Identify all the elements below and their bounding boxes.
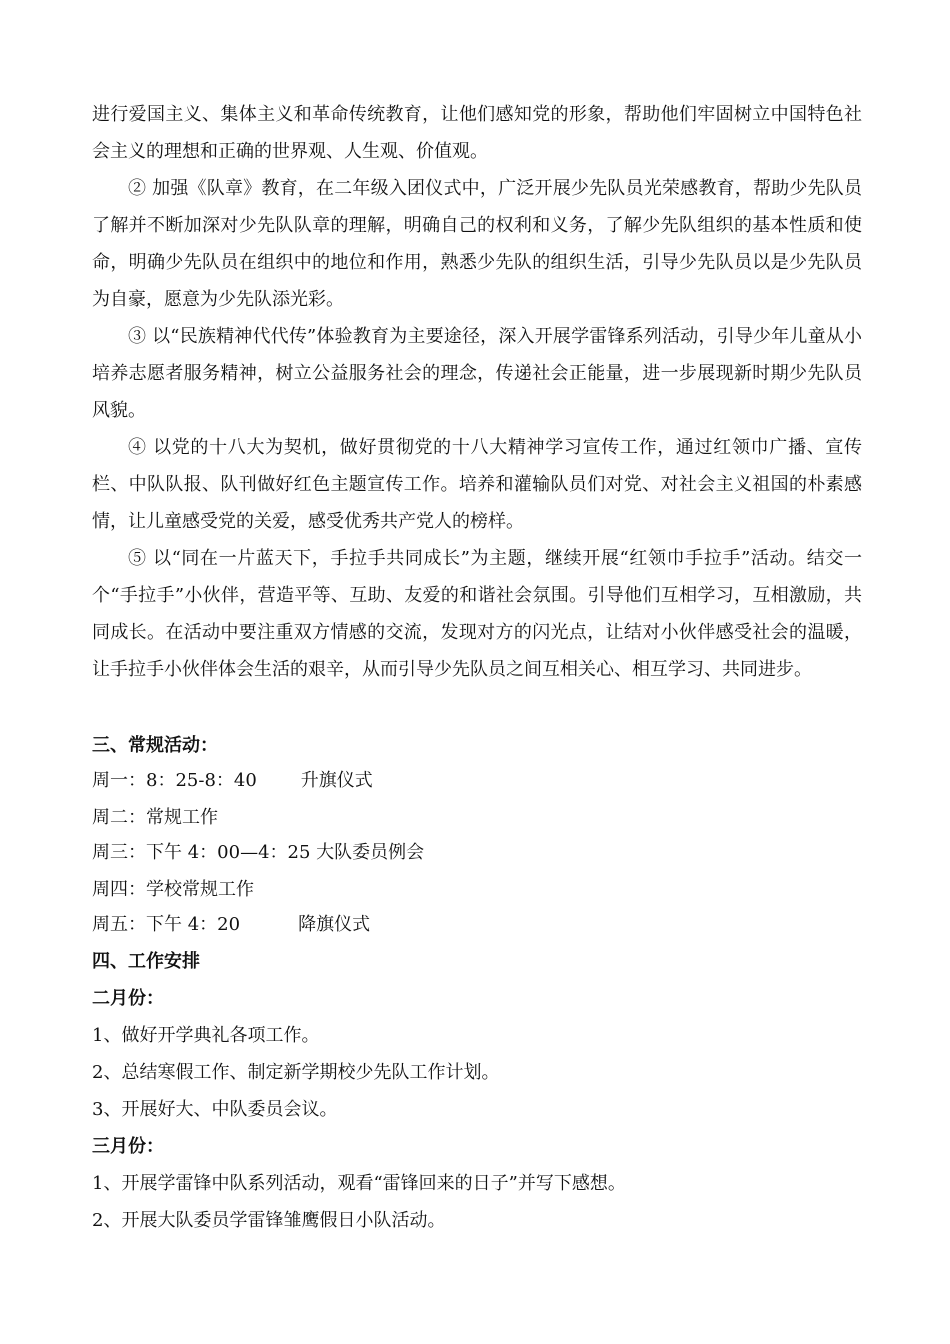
schedule-friday-event: 降旗仪式 (298, 914, 371, 935)
schedule-wednesday: 周三：下午 4：00—4：25 大队委员例会 (92, 842, 425, 863)
schedule-monday-event: 升旗仪式 (300, 770, 373, 791)
schedule-friday-time: 周五：下午 4：20 (92, 914, 241, 935)
schedule-friday (92, 910, 862, 940)
paragraph-item-5: ⑤ 以“同在一片蓝天下，手拉手共同成长”为主题，继续开展“红领巾手拉手”活动。结交一个“手拉手”小伙伴，营造平等、互助、友爱的和谐社会氛围。引导他们互相学习，互相激励，共同成长。在活动中要注重双方情感的交流，发现对方的闪光点，让结对小伙伴感受社会的温暖，让手拉手小伙伴体会生活的艰辛，从而引导少先队员之间互相关心、相互学习、共同进步。 (92, 548, 862, 680)
march-item: 1、开展学雷锋中队系列活动，观看“雷锋回来的日子”并写下感想。 (92, 1173, 626, 1194)
february-item: 1、做好开学典礼各项工作。 (92, 1025, 320, 1046)
paragraph-patriotic-education: 进行爱国主义、集体主义和革命传统教育，让他们感知党的形象，帮助他们牢固树立中国特色社会主义的理想和正确的世界观、人生观、价值观。 (92, 104, 862, 162)
paragraph-item-3: ③ 以“民族精神代代传”体验教育为主要途径，深入开展学雷锋系列活动，引导少年儿童从小培养志愿者服务精神，树立公益服务社会的理念，传递社会正能量，进一步展现新时期少先队员风貌。 (92, 326, 862, 421)
schedule-tuesday: 周二：常规工作 (92, 807, 218, 828)
schedule-monday (92, 766, 862, 796)
month-heading-march: 三月份： (92, 1136, 164, 1157)
february-item: 3、开展好大、中队委员会议。 (92, 1099, 338, 1120)
march-item: 2、开展大队委员学雷锋雏鹰假日小队活动。 (92, 1210, 446, 1231)
february-item: 2、总结寒假工作、制定新学期校少先队工作计划。 (92, 1062, 500, 1083)
section-heading-routine: 三、常规活动： (92, 735, 218, 756)
month-heading-february: 二月份： (92, 988, 164, 1009)
paragraph-item-2: ② 加强《队章》教育，在二年级入团仪式中，广泛开展少先队员光荣感教育，帮助少先队员了解并不断加深对少先队队章的理解，明确自己的权利和义务，了解少先队组织的基本性质和使命，明确少先队员在组织中的地位和作用，熟悉少先队的组织生活，引导少先队员以是少先队员为自豪，愿意为少先队添光彩。 (92, 178, 862, 310)
section-heading-work-plan: 四、工作安排 (92, 951, 200, 972)
schedule-thursday: 周四：学校常规工作 (92, 879, 254, 900)
schedule-monday-time: 周一：8：25-8：40 (92, 770, 257, 791)
paragraph-item-4: ④ 以党的十八大为契机，做好贯彻党的十八大精神学习宣传工作，通过红领巾广播、宣传栏、中队队报、队刊做好红色主题宣传工作。培养和灌输队员们对党、对社会主义祖国的朴素感情，让儿童感受党的关爱，感受优秀共产党人的榜样。 (92, 437, 862, 532)
